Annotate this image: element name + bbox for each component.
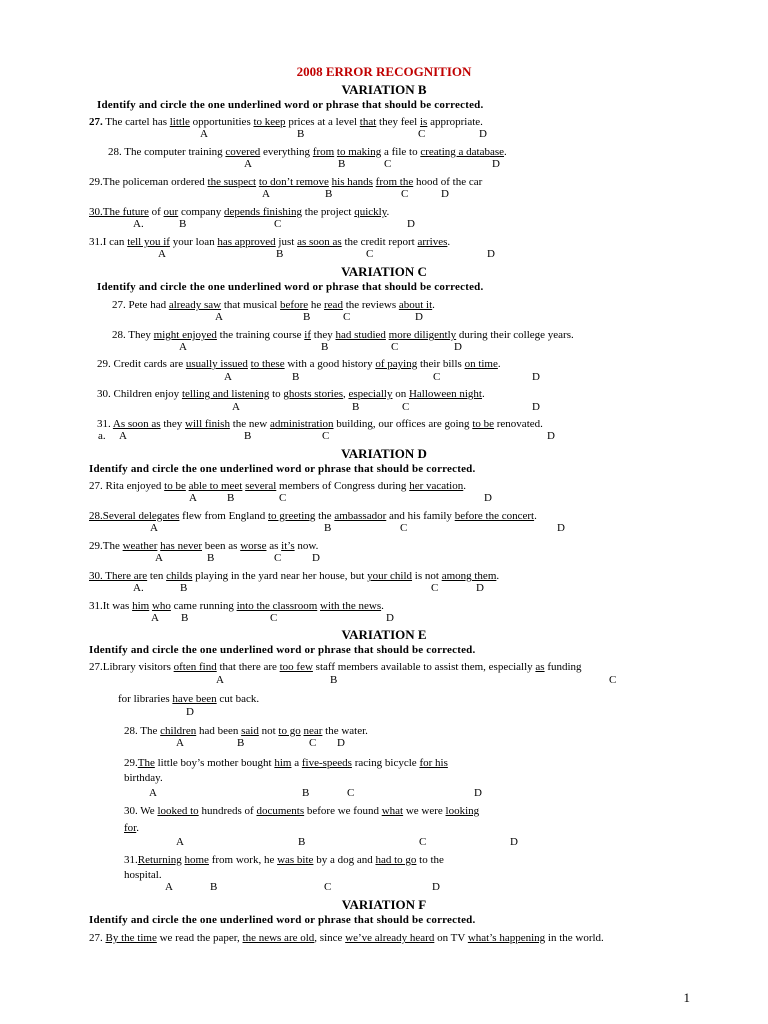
answer-letter-label: B: [325, 188, 333, 200]
underlined-phrase[interactable]: to keep: [253, 116, 286, 128]
answer-letter-label: B: [207, 552, 215, 564]
sentence-text: to: [269, 388, 284, 400]
underlined-phrase[interactable]: have been: [172, 693, 217, 705]
sentence-text: the water.: [322, 725, 368, 737]
underlined-phrase[interactable]: before: [280, 299, 309, 311]
sentence-text: 31.It was: [89, 600, 133, 612]
underlined-phrase[interactable]: children: [160, 725, 197, 737]
underlined-phrase[interactable]: weather: [122, 540, 158, 552]
underlined-phrase[interactable]: had studied: [335, 329, 386, 341]
sentence-text: , since: [314, 932, 346, 944]
answer-letter-label: A: [179, 341, 187, 353]
underlined-phrase[interactable]: often find: [173, 661, 217, 673]
underlined-phrase[interactable]: it’s: [281, 540, 295, 552]
answer-letter-label: C: [384, 158, 392, 170]
underlined-phrase[interactable]: 28.Several delegates: [89, 510, 180, 522]
sentence-text: hood of the car: [413, 176, 483, 188]
underlined-phrase[interactable]: Halloween night: [408, 388, 482, 400]
sentence-text: staff members available to assist them, especially: [312, 661, 536, 673]
underlined-phrase[interactable]: might enjoyed: [153, 329, 217, 341]
sentence-text: ten: [147, 570, 167, 582]
sentence-text: in the world.: [545, 932, 604, 944]
answer-letter-label: D: [479, 128, 487, 140]
sentence-text: .: [463, 480, 466, 492]
underlined-phrase[interactable]: 30. There are: [89, 570, 148, 582]
sentence-text: that there are: [216, 661, 280, 673]
answer-letter-label: C: [419, 836, 427, 848]
underlined-phrase[interactable]: especially: [348, 388, 393, 400]
answer-letter-label: A: [244, 158, 252, 170]
question-sentence-continuation: [118, 693, 259, 705]
answer-letter-label: C: [347, 787, 355, 799]
underlined-phrase[interactable]: usually issued: [185, 358, 248, 370]
sentence-text: prices at a level: [285, 116, 360, 128]
underlined-phrase[interactable]: was bite: [277, 854, 314, 866]
document-title: 2008 ERROR RECOGNITION: [296, 64, 472, 79]
answer-letter-label: A: [165, 881, 173, 893]
answer-letter-label: C: [279, 492, 287, 504]
sentence-text: .: [496, 570, 500, 582]
answer-letter-label: C: [431, 582, 439, 594]
sentence-text: 31.I can: [89, 236, 128, 248]
underlined-phrase[interactable]: to go: [278, 725, 301, 737]
answer-letter-label: A: [155, 552, 163, 564]
question-sentence: [89, 600, 384, 612]
underlined-phrase[interactable]: before the concert: [454, 510, 535, 522]
answer-letter-label: A: [119, 430, 127, 442]
answer-letter-label: B: [324, 522, 332, 534]
sentence-text: on TV: [434, 932, 468, 944]
question-sentence: [89, 661, 582, 673]
sentence-text: from work, he: [208, 854, 278, 866]
underlined-phrase[interactable]: of paying: [375, 358, 418, 370]
sentence-text: birthday.: [124, 772, 163, 784]
variation-heading: VARIATION D: [341, 446, 427, 461]
underlined-phrase[interactable]: had to go: [375, 854, 417, 866]
answer-letter-label: C: [270, 612, 278, 624]
underlined-phrase[interactable]: your child: [367, 570, 413, 582]
answer-letter-label: A: [200, 128, 208, 140]
underlined-phrase[interactable]: to greeting: [268, 510, 316, 522]
answer-letter-label: C: [391, 341, 399, 353]
sentence-text: been as: [202, 540, 241, 552]
sentence-text: 27.Library visitors: [89, 661, 174, 673]
sentence-text: ,: [342, 388, 349, 400]
underlined-phrase[interactable]: on time: [464, 358, 498, 370]
answer-letter-label: B: [303, 311, 311, 323]
sentence-text: 31.: [124, 854, 138, 866]
answer-letter-label: A: [232, 401, 240, 413]
answer-letter-label: a.: [98, 430, 106, 442]
answer-letter-label: B: [210, 881, 218, 893]
sentence-text: a: [291, 757, 302, 769]
underlined-phrase[interactable]: what: [381, 805, 404, 817]
question-sentence: [89, 932, 604, 944]
underlined-phrase[interactable]: quickly: [354, 206, 387, 218]
sentence-text: The cartel has: [102, 116, 170, 128]
instruction-text: Identify and circle the one underlined word or phrase that should be corrected.: [89, 914, 476, 926]
sentence-text: flew from England: [179, 510, 268, 522]
question-sentence: [124, 757, 448, 769]
question-sentence: [89, 480, 466, 492]
answer-letter-label: C: [402, 401, 410, 413]
instruction-text: Identify and circle the one underlined word or phrase that should be corrected.: [97, 281, 484, 293]
sentence-text: 29.The: [89, 540, 123, 552]
sentence-text: had been: [196, 725, 242, 737]
sentence-text: 28. They: [112, 329, 154, 341]
variation-heading: VARIATION B: [341, 82, 427, 97]
answer-letter-label: D: [492, 158, 500, 170]
underlined-phrase[interactable]: who: [151, 600, 171, 612]
sentence-text: 30. Children enjoy: [97, 388, 182, 400]
answer-letter-label: D: [484, 492, 492, 504]
underlined-phrase[interactable]: already saw: [168, 299, 222, 311]
answer-letter-label: C: [433, 371, 441, 383]
underlined-phrase[interactable]: the news are old: [242, 932, 315, 944]
sentence-text: on: [392, 388, 409, 400]
underlined-phrase[interactable]: will finish: [185, 418, 230, 430]
answer-letter-label: D: [474, 787, 482, 799]
answer-letter-label: A: [189, 492, 197, 504]
underlined-phrase[interactable]: administration: [269, 418, 334, 430]
answer-letter-label: A: [215, 311, 223, 323]
answer-letter-label: A.: [133, 218, 144, 230]
underlined-phrase[interactable]: little: [169, 116, 190, 128]
sentence-text: with a good history: [284, 358, 376, 370]
underlined-phrase[interactable]: depends finishing: [224, 206, 302, 218]
sentence-text: the new: [229, 418, 270, 430]
sentence-text: your loan: [169, 236, 218, 248]
underlined-phrase[interactable]: ghosts stories: [283, 388, 343, 400]
underlined-phrase[interactable]: him: [132, 600, 150, 612]
variation-heading: VARIATION E: [341, 627, 427, 642]
underlined-phrase[interactable]: more diligently: [388, 329, 457, 341]
instruction-text: Identify and circle the one underlined word or phrase that should be corrected.: [97, 99, 484, 111]
question-sentence: [124, 725, 368, 737]
sentence-text: not: [258, 725, 279, 737]
underlined-phrase[interactable]: Returning: [137, 854, 182, 866]
answer-letter-label: D: [532, 401, 540, 413]
sentence-text: hundreds of: [198, 805, 257, 817]
sentence-text: little boy’s mother bought: [154, 757, 275, 769]
answer-letter-label: B: [298, 836, 306, 848]
answer-letter-label: B: [237, 737, 245, 749]
question-sentence: [89, 116, 483, 128]
sentence-text: renovated.: [494, 418, 543, 430]
answer-letter-label: B: [330, 674, 338, 686]
sentence-text: company: [178, 206, 225, 218]
underlined-phrase[interactable]: childs: [166, 570, 193, 582]
sentence-text: building, our offices are going: [333, 418, 473, 430]
answer-letter-label: B: [244, 430, 252, 442]
underlined-phrase[interactable]: creating a database: [420, 146, 505, 158]
underlined-phrase[interactable]: to these: [250, 358, 285, 370]
answer-letter-label: B: [180, 582, 188, 594]
question-sentence: [124, 805, 479, 817]
underlined-phrase[interactable]: about it: [398, 299, 433, 311]
sentence-text: appropriate.: [427, 116, 483, 128]
underlined-phrase[interactable]: home: [184, 854, 209, 866]
sentence-text: .: [481, 388, 485, 400]
sentence-text: 27.: [89, 116, 103, 128]
answer-letter-label: A: [149, 787, 157, 799]
answer-letter-label: D: [476, 582, 484, 594]
answer-letter-label: D: [547, 430, 555, 442]
answer-letter-label: A: [158, 248, 166, 260]
underlined-phrase[interactable]: said: [241, 725, 259, 737]
answer-letter-label: D: [454, 341, 462, 353]
sentence-text: racing bicycle: [351, 757, 420, 769]
sentence-text: .: [504, 146, 507, 158]
answer-letter-label: A: [151, 612, 159, 624]
sentence-text: opportunities: [189, 116, 254, 128]
sentence-text: .: [534, 510, 537, 522]
question-sentence: [89, 540, 318, 552]
underlined-phrase[interactable]: as soon as: [297, 236, 342, 248]
underlined-phrase[interactable]: has never: [160, 540, 203, 552]
question-sentence-continuation: [124, 772, 163, 784]
underlined-phrase[interactable]: into the classroom: [236, 600, 318, 612]
underlined-phrase[interactable]: 30.The future: [89, 206, 149, 218]
sentence-text: their bills: [417, 358, 465, 370]
underlined-phrase[interactable]: his hands: [331, 176, 373, 188]
answer-letter-label: B: [297, 128, 305, 140]
sentence-text: of: [148, 206, 164, 218]
sentence-text: during their college years.: [456, 329, 574, 341]
sentence-text: for libraries: [118, 693, 173, 705]
answer-letter-label: D: [432, 881, 440, 893]
answer-letter-label: C: [418, 128, 426, 140]
sentence-text: 31.: [97, 418, 113, 430]
sentence-text: by a dog and: [313, 854, 376, 866]
underlined-phrase[interactable]: able to meet: [188, 480, 243, 492]
sentence-text: members of Congress during: [276, 480, 410, 492]
answer-letter-label: B: [302, 787, 310, 799]
answer-letter-label: D: [186, 706, 194, 718]
question-sentence-continuation: [124, 869, 162, 881]
answer-letter-label: C: [400, 522, 408, 534]
answer-letter-label: D: [386, 612, 394, 624]
answer-letter-label: B: [179, 218, 187, 230]
underlined-phrase[interactable]: looked to: [157, 805, 199, 817]
question-sentence: [89, 176, 482, 188]
sentence-text: now.: [294, 540, 319, 552]
sentence-text: we read the paper,: [156, 932, 243, 944]
underlined-phrase[interactable]: looking: [445, 805, 480, 817]
sentence-text: 29.The policeman ordered: [89, 176, 208, 188]
answer-letter-label: D: [337, 737, 345, 749]
sentence-text: playing in the yard near her house, but: [192, 570, 368, 582]
underlined-phrase[interactable]: if: [304, 329, 312, 341]
sentence-text: .: [432, 299, 435, 311]
answer-letter-label: A: [150, 522, 158, 534]
sentence-text: 30. We: [124, 805, 158, 817]
answer-letter-label: A: [216, 674, 224, 686]
page-number: 1: [683, 990, 690, 1005]
underlined-phrase[interactable]: several: [245, 480, 277, 492]
question-sentence-continuation: [124, 822, 139, 834]
sentence-text: the credit report: [341, 236, 418, 248]
answer-letter-label: D: [532, 371, 540, 383]
sentence-text: that musical: [221, 299, 281, 311]
underlined-phrase[interactable]: covered: [225, 146, 261, 158]
underlined-phrase[interactable]: As soon as: [112, 418, 161, 430]
answer-letter-label: D: [510, 836, 518, 848]
sentence-text: the project: [301, 206, 355, 218]
answer-letter-label: C: [324, 881, 332, 893]
answer-letter-label: A: [176, 737, 184, 749]
answer-letter-label: D: [441, 188, 449, 200]
sentence-text: a file to: [381, 146, 421, 158]
question-sentence: [97, 388, 485, 400]
question-sentence: [89, 206, 389, 218]
answer-letter-label: D: [557, 522, 565, 534]
answer-letter-label: C: [322, 430, 330, 442]
sentence-text: the reviews: [342, 299, 399, 311]
answer-letter-label: C: [401, 188, 409, 200]
underlined-phrase[interactable]: with the news: [320, 600, 382, 612]
sentence-text: funding: [544, 661, 582, 673]
answer-letter-label: C: [366, 248, 374, 260]
underlined-phrase[interactable]: near: [303, 725, 323, 737]
sentence-text: they: [311, 329, 336, 341]
sentence-text: he: [308, 299, 325, 311]
underlined-phrase[interactable]: read: [324, 299, 343, 311]
answer-letter-label: A.: [133, 582, 144, 594]
sentence-text: before we found: [304, 805, 382, 817]
underlined-phrase[interactable]: from: [312, 146, 335, 158]
sentence-text: the training course: [216, 329, 305, 341]
sentence-text: is not: [412, 570, 442, 582]
underlined-phrase[interactable]: for his: [419, 757, 448, 769]
sentence-text: .: [447, 236, 451, 248]
sentence-text: we were: [403, 805, 446, 817]
underlined-phrase[interactable]: five-speeds: [301, 757, 352, 769]
answer-letter-label: A: [224, 371, 232, 383]
answer-letter-label: B: [292, 371, 300, 383]
answer-letter-label: D: [312, 552, 320, 564]
answer-letter-label: B: [181, 612, 189, 624]
sentence-text: hospital.: [124, 869, 162, 881]
variation-heading: VARIATION C: [341, 264, 427, 279]
answer-letter-label: C: [274, 218, 282, 230]
answer-letter-label: B: [321, 341, 329, 353]
answer-letter-label: B: [338, 158, 346, 170]
underlined-phrase[interactable]: ambassador: [334, 510, 387, 522]
question-sentence: [124, 854, 444, 866]
underlined-phrase[interactable]: is: [419, 116, 428, 128]
underlined-phrase[interactable]: documents: [256, 805, 305, 817]
answer-letter-label: A: [176, 836, 184, 848]
sentence-text: 28. The: [124, 725, 161, 737]
question-sentence: [112, 299, 435, 311]
sentence-text: the: [315, 510, 335, 522]
sentence-text: and his family: [386, 510, 455, 522]
answer-letter-label: B: [352, 401, 360, 413]
underlined-phrase[interactable]: her vacation: [409, 480, 464, 492]
answer-letter-label: D: [487, 248, 495, 260]
sentence-text: .: [381, 600, 384, 612]
answer-letter-label: D: [407, 218, 415, 230]
question-sentence: [89, 510, 537, 522]
sentence-text: 27.: [89, 932, 106, 944]
underlined-phrase[interactable]: as: [535, 661, 545, 673]
underlined-phrase[interactable]: By the time: [105, 932, 157, 944]
answer-letter-label: B: [276, 248, 284, 260]
underlined-phrase[interactable]: we’ve already heard: [345, 932, 435, 944]
sentence-text: just: [275, 236, 298, 248]
question-sentence: [89, 570, 499, 582]
sentence-text: .: [136, 822, 139, 834]
underlined-phrase[interactable]: from the: [375, 176, 414, 188]
underlined-phrase[interactable]: that: [359, 116, 377, 128]
sentence-text: 29.: [124, 757, 138, 769]
question-sentence: [89, 236, 450, 248]
instruction-text: Identify and circle the one underlined word or phrase that should be corrected.: [89, 463, 476, 475]
answer-letter-label: C: [609, 674, 617, 686]
instruction-text: Identify and circle the one underlined word or phrase that should be corrected.: [89, 644, 476, 656]
underlined-phrase[interactable]: has approved: [217, 236, 276, 248]
underlined-phrase[interactable]: among them: [441, 570, 497, 582]
underlined-phrase[interactable]: our: [163, 206, 179, 218]
sentence-text: 28. The computer training: [108, 146, 226, 158]
sentence-text: 27. Pete had: [112, 299, 169, 311]
underlined-phrase[interactable]: The: [137, 757, 155, 769]
sentence-text: cut back.: [216, 693, 260, 705]
sentence-text: .: [386, 206, 390, 218]
underlined-phrase[interactable]: to making: [336, 146, 382, 158]
underlined-phrase[interactable]: what’s happening: [467, 932, 546, 944]
underlined-phrase[interactable]: him: [274, 757, 292, 769]
sentence-text: they feel: [376, 116, 420, 128]
underlined-phrase[interactable]: to be: [164, 480, 186, 492]
sentence-text: 27. Rita enjoyed: [89, 480, 165, 492]
answer-letter-label: C: [274, 552, 282, 564]
sentence-text: they: [160, 418, 186, 430]
underlined-phrase[interactable]: too few: [279, 661, 313, 673]
answer-letter-label: A: [262, 188, 270, 200]
underlined-phrase[interactable]: tell you if: [127, 236, 170, 248]
sentence-text: as: [266, 540, 282, 552]
sentence-text: to the: [416, 854, 444, 866]
question-sentence: [108, 146, 507, 158]
sentence-text: came running: [170, 600, 237, 612]
underlined-phrase[interactable]: telling and listening: [181, 388, 270, 400]
sentence-text: everything: [260, 146, 313, 158]
underlined-phrase[interactable]: to don’t remove: [258, 176, 329, 188]
answer-letter-label: C: [309, 737, 317, 749]
answer-letter-label: C: [343, 311, 351, 323]
answer-letter-label: D: [415, 311, 423, 323]
answer-letter-label: B: [227, 492, 235, 504]
underlined-phrase[interactable]: to be: [472, 418, 495, 430]
variation-heading: VARIATION F: [341, 897, 427, 912]
sentence-text: .: [497, 358, 501, 370]
underlined-phrase[interactable]: the suspect: [207, 176, 257, 188]
question-sentence: [112, 329, 574, 341]
underlined-phrase[interactable]: worse: [240, 540, 267, 552]
question-sentence: [97, 418, 543, 430]
underlined-phrase[interactable]: for: [124, 822, 137, 834]
sentence-text: 29. Credit cards are: [97, 358, 186, 370]
underlined-phrase[interactable]: arrives: [417, 236, 448, 248]
question-sentence: [97, 358, 501, 370]
